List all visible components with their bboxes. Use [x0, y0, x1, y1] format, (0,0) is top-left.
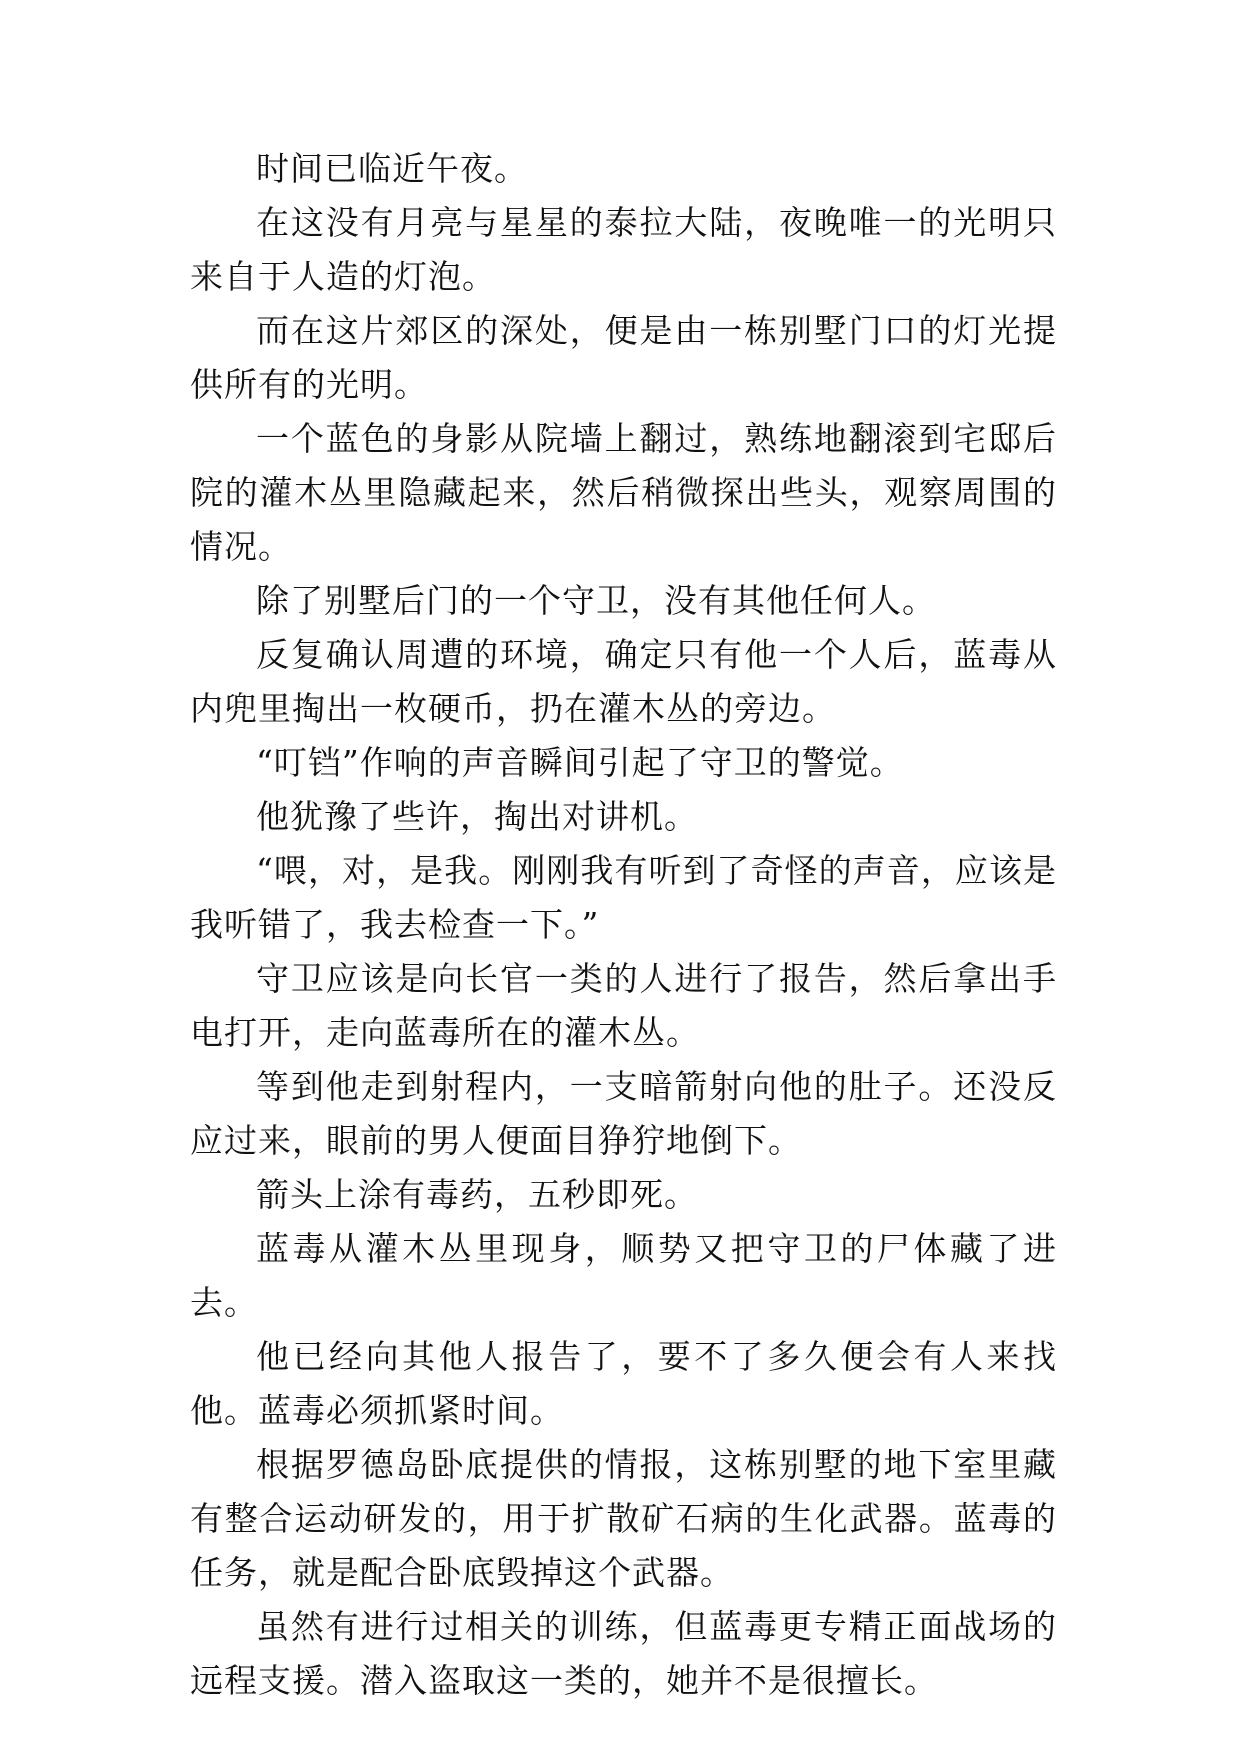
paragraph: 根据罗德岛卧底提供的情报，这栋别墅的地下室里藏有整合运动研发的，用于扩散矿石病的生化武器。蓝毒的任务，就是配合卧底毁掉这个武器。: [190, 1445, 1057, 1592]
paragraph: “叮铛”作响的声音瞬间引起了守卫的警觉。: [256, 743, 904, 782]
paragraph: 虽然有进行过相关的训练，但蓝毒更专精正面战场的远程支援。潜入盗取这一类的，她并不是很擅长。: [190, 1607, 1057, 1700]
paragraph: 等到他走到射程内，一支暗箭射向他的肚子。还没反应过来，眼前的男人便面目狰狞地倒下。: [190, 1067, 1057, 1160]
document-body: [190, 142, 1057, 1708]
paragraph: “喂，对，是我。刚刚我有听到了奇怪的声音，应该是我听错了，我去检查一下。”: [190, 851, 1057, 944]
paragraph: 而在这片郊区的深处，便是由一栋别墅门口的灯光提供所有的光明。: [190, 311, 1057, 404]
paragraph: 蓝毒从灌木丛里现身，顺势又把守卫的尸体藏了进去。: [190, 1229, 1057, 1322]
paragraph: 守卫应该是向长官一类的人进行了报告，然后拿出手电打开，走向蓝毒所在的灌木丛。: [190, 959, 1057, 1052]
paragraph: 箭头上涂有毒药，五秒即死。: [256, 1175, 698, 1214]
paragraph: 除了别墅后门的一个守卫，没有其他任何人。: [256, 581, 936, 620]
paragraph: 他已经向其他人报告了，要不了多久便会有人来找他。蓝毒必须抓紧时间。: [190, 1337, 1057, 1430]
paragraph: 反复确认周遭的环境，确定只有他一个人后，蓝毒从内兜里掏出一枚硬币，扔在灌木丛的旁边。: [190, 635, 1057, 728]
paragraph: 在这没有月亮与星星的泰拉大陆，夜晚唯一的光明只来自于人造的灯泡。: [190, 203, 1057, 296]
paragraph: 时间已临近午夜。: [256, 149, 528, 188]
paragraph: 他犹豫了些许，掏出对讲机。: [256, 797, 698, 836]
paragraph: 一个蓝色的身影从院墙上翻过，熟练地翻滚到宅邸后院的灌木丛里隐藏起来，然后稍微探出些头，观察周围的情况。: [190, 419, 1057, 566]
